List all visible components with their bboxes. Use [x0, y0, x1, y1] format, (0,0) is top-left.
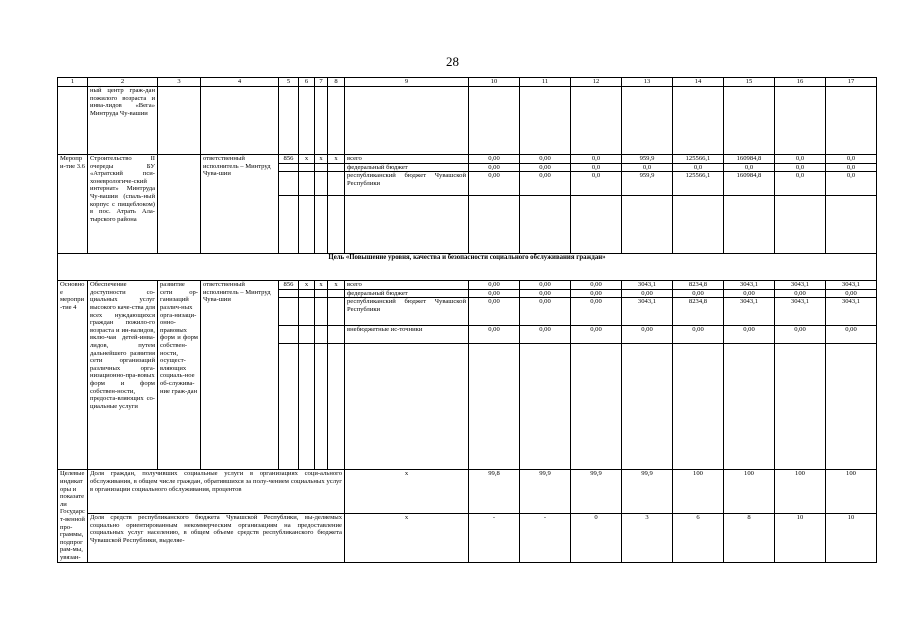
header-cell: 6: [299, 78, 315, 87]
value-cell: 3043,1: [775, 298, 826, 326]
value-cell: 0,0: [673, 163, 724, 172]
indicator-text: Доля граждан, получивших социальные услуги в организациях соци-ального обслуживания, в общем числе граждан, обратившихся за полу-чением социальных услуг в организации социального обслуживания, процентов: [88, 470, 345, 514]
value-cell: 99,8: [469, 470, 520, 514]
header-cell: 2: [88, 78, 158, 87]
code-cell: x: [328, 281, 345, 290]
value-cell: 6: [673, 514, 724, 562]
page-number: 28: [446, 54, 459, 69]
program-table: [57, 77, 877, 563]
value-cell: 0,0: [724, 163, 775, 172]
header-cell: 1: [58, 78, 88, 87]
value-cell: 0,00: [571, 298, 622, 326]
value-cell: 100: [724, 470, 775, 514]
value-cell: 100: [673, 470, 724, 514]
value-cell: 0,00: [826, 326, 877, 344]
value-cell: 3: [622, 514, 673, 562]
funding-source: внебюджетные ис-точники: [345, 326, 469, 344]
code-cell: x: [299, 281, 315, 290]
header-cell: 10: [469, 78, 520, 87]
value-cell: 160984,8: [724, 155, 775, 164]
value-cell: 0,00: [520, 163, 571, 172]
code-cell: x: [299, 155, 315, 164]
value-cell: 3043,1: [724, 298, 775, 326]
value-cell: 3043,1: [775, 281, 826, 290]
indicator-mark: x: [345, 470, 469, 514]
value-cell: 3043,1: [724, 281, 775, 290]
value-cell: 0,0: [775, 155, 826, 164]
value-cell: -: [469, 514, 520, 562]
value-cell: 99,9: [622, 470, 673, 514]
value-cell: 0,00: [520, 155, 571, 164]
value-cell: 3043,1: [826, 298, 877, 326]
value-cell: 99,9: [520, 470, 571, 514]
value-cell: 0,00: [622, 326, 673, 344]
value-cell: 0,00: [775, 289, 826, 298]
value-cell: 0,00: [520, 281, 571, 290]
value-cell: 125566,1: [673, 172, 724, 196]
measure-name: Строительство II очереды БУ «Атратский пси-хоневрологиче-ский интернат» Минтруда Чу-вашии (спаль-ный корпус с пищеблоком) в пос. Атрать Ала-тырского района: [88, 155, 158, 254]
value-cell: 0,00: [469, 163, 520, 172]
value-cell: 160984,8: [724, 172, 775, 196]
value-cell: 0,0: [826, 163, 877, 172]
header-cell: 8: [328, 78, 345, 87]
value-cell: 0,00: [571, 281, 622, 290]
measure-name: ный центр граж-дан пожилого возраста и инва-лидов «Вега» Минтруда Чу-вашии: [88, 87, 158, 155]
column-number-row: [58, 78, 877, 87]
goal-row: [58, 254, 877, 281]
value-cell: 3043,1: [826, 281, 877, 290]
header-cell: 13: [622, 78, 673, 87]
value-cell: 0,00: [622, 289, 673, 298]
value-cell: 0,00: [469, 172, 520, 196]
code-cell: 856: [279, 155, 299, 164]
funding-source: федеральный бюджет: [345, 163, 469, 172]
indicator-mark: x: [345, 514, 469, 562]
value-cell: 0: [571, 514, 622, 562]
value-cell: 0,0: [775, 172, 826, 196]
value-cell: 8234,8: [673, 281, 724, 290]
value-cell: 0,0: [775, 163, 826, 172]
value-cell: 0,00: [571, 289, 622, 298]
header-cell: 5: [279, 78, 299, 87]
measure-label: Основное меропри-тие 4: [58, 281, 88, 470]
value-cell: 0,00: [469, 155, 520, 164]
header-cell: 16: [775, 78, 826, 87]
value-cell: 959,9: [622, 172, 673, 196]
value-cell: 3043,1: [622, 298, 673, 326]
header-cell: 7: [315, 78, 328, 87]
value-cell: 10: [826, 514, 877, 562]
value-cell: 10: [775, 514, 826, 562]
responsible-executor: ответственный исполнитель – Минтруд Чува-шии: [201, 281, 279, 470]
value-cell: 0,0: [826, 172, 877, 196]
value-cell: 0,0: [571, 172, 622, 196]
value-cell: 0,0: [826, 155, 877, 164]
value-cell: 0,00: [826, 289, 877, 298]
value-cell: 0,00: [673, 289, 724, 298]
code-cell: x: [315, 281, 328, 290]
code-cell: 856: [279, 281, 299, 290]
funding-source: республиканский бюджет Чувашской Республики: [345, 172, 469, 196]
value-cell: 0,00: [469, 281, 520, 290]
value-cell: 0,00: [775, 326, 826, 344]
measure-label: Меропри-тие 3.6: [58, 155, 88, 254]
header-cell: 3: [158, 78, 201, 87]
value-cell: 959,9: [622, 155, 673, 164]
goal-heading: Цель «Повышение уровня, качества и безопасности социального обслуживания граждан»: [58, 254, 877, 281]
value-cell: 0,00: [520, 172, 571, 196]
value-cell: 125566,1: [673, 155, 724, 164]
value-cell: 0,00: [571, 326, 622, 344]
header-cell: 12: [571, 78, 622, 87]
funding-source: федеральный бюджет: [345, 289, 469, 298]
header-cell: 9: [345, 78, 469, 87]
funding-source: всего: [345, 281, 469, 290]
indicators-label: Целевые индикаторы и показатели Государст-венной про-граммы, подпрограм-мы, увязан-: [58, 470, 88, 562]
value-cell: 0,00: [520, 298, 571, 326]
value-cell: 0,00: [469, 298, 520, 326]
funding-source: всего: [345, 155, 469, 164]
header-cell: 14: [673, 78, 724, 87]
value-cell: 100: [826, 470, 877, 514]
value-cell: 0,00: [673, 326, 724, 344]
value-cell: 0,00: [469, 326, 520, 344]
continuation-row: [58, 87, 877, 155]
value-cell: 0,00: [520, 326, 571, 344]
header-cell: 17: [826, 78, 877, 87]
header-cell: 15: [724, 78, 775, 87]
value-cell: 0,00: [520, 289, 571, 298]
value-cell: 8234,8: [673, 298, 724, 326]
code-cell: x: [315, 155, 328, 164]
value-cell: 0,0: [571, 155, 622, 164]
indicator-row: [58, 470, 877, 514]
value-cell: 3043,1: [622, 281, 673, 290]
value-cell: -: [520, 514, 571, 562]
responsible-executor: ответственный исполнитель – Минтруд Чува-шии: [201, 155, 279, 254]
value-cell: 100: [775, 470, 826, 514]
value-cell: 8: [724, 514, 775, 562]
value-cell: 0,0: [622, 163, 673, 172]
measure-name: Обеспечение доступности со-циальных услуг высокого каче-ства для всех нуждающихся граждан пожило-го возраста и ин-валидов, вклю-чая детей-инва-лидов, путем дальнейшего развития сети организаций различных орга-низационно-пра-вовых форм и форм собствен-ности, предоста-вляющих со-циальные услуги: [88, 281, 158, 470]
measure-row: [58, 281, 877, 290]
measure-result: развитие сети ор-ганизаций различ-ных орга-низаци-онно-правовых форм и форм собствен-ности, осущест-вляющих социаль-ное об-служива-ние граж-дан: [158, 281, 201, 470]
header-cell: 11: [520, 78, 571, 87]
indicator-row: [58, 514, 877, 562]
header-cell: 4: [201, 78, 279, 87]
indicator-text: Доля средств республиканского бюджета Чувашской Республики, вы-деляемых социально ориентированным некоммерческим организациям на предоставление социальных услуг населению, в общем объеме средств республиканского бюджета Чувашской Республики, выделяе-: [88, 514, 345, 562]
code-cell: x: [328, 155, 345, 164]
value-cell: 0,0: [571, 163, 622, 172]
value-cell: 0,00: [724, 326, 775, 344]
measure-row: [58, 155, 877, 164]
value-cell: 0,00: [469, 289, 520, 298]
value-cell: 0,00: [724, 289, 775, 298]
funding-source: республиканский бюджет Чувашской Республики: [345, 298, 469, 326]
value-cell: 99,9: [571, 470, 622, 514]
